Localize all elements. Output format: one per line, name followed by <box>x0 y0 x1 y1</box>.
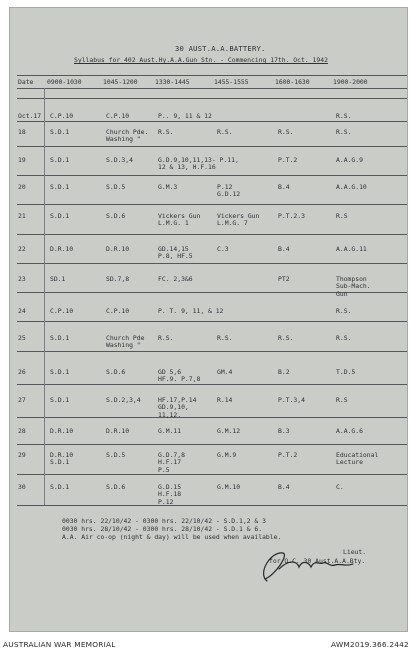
table-cell: B.4 <box>278 245 290 253</box>
footnote-line: A.A. Air co-op (night & day) will be used when available. <box>62 533 282 541</box>
row-date: 25 <box>18 334 26 342</box>
table-cell: S.D.5 <box>106 183 126 191</box>
table-cell: S.D.1 <box>50 334 70 342</box>
row-date: Oct.17 <box>18 112 42 120</box>
table-cell: A.A.G.9 <box>336 156 363 164</box>
column-header: 1900-2000 <box>333 78 368 86</box>
table-cell: P.T.3,4 <box>278 396 305 404</box>
table-cell: D.R.10 <box>106 427 130 435</box>
table-cell: R.S. <box>278 334 294 342</box>
row-rule <box>17 474 407 475</box>
column-header: 0900-1030 <box>47 78 82 86</box>
row-rule <box>17 417 407 418</box>
table-cell: C. <box>336 483 344 491</box>
row-date: 28 <box>18 427 26 435</box>
row-date: 18 <box>18 128 26 136</box>
table-cell: G.M.12 <box>217 427 241 435</box>
row-rule <box>17 98 407 99</box>
table-cell: P.12 G.D.12 <box>217 183 241 199</box>
row-date: 24 <box>18 307 26 315</box>
signature-for-line: for O.C. 30 Aust.A.A.Bty. <box>269 557 366 565</box>
table-cell: S.D.1 <box>50 212 70 220</box>
table-cell: D.R.10 <box>50 427 74 435</box>
document-page <box>9 7 408 632</box>
column-header: 1600-1630 <box>275 78 310 86</box>
row-rule <box>17 384 407 385</box>
table-cell: P.T.2 <box>278 156 298 164</box>
table-cell: Educational Lecture <box>336 451 379 467</box>
table-cell: SD.7,8 <box>106 275 130 283</box>
table-cell: G.D.7,8 H.F.17 P.5 <box>158 451 185 474</box>
table-cell: G.M.11 <box>158 427 182 435</box>
table-cell: S.D.1 <box>50 183 70 191</box>
footnote-line: 0030 hrs. 28/10/42 - 0300 hrs. 28/10/42 - S.D.1 & 6. <box>62 525 263 533</box>
table-cell: PT2 <box>278 275 290 283</box>
row-date: 20 <box>18 183 26 191</box>
table-cell: P.. 9, 11 & 12 <box>158 112 212 120</box>
archive-footer <box>0 636 416 653</box>
row-rule <box>17 175 407 176</box>
row-date: 29 <box>18 451 26 459</box>
row-date: 30 <box>18 483 26 491</box>
table-cell: R.S <box>336 212 348 220</box>
table-cell: S.D.1 <box>50 396 70 404</box>
table-cell: B.3 <box>278 427 290 435</box>
row-rule <box>17 263 407 264</box>
table-cell: C.P.10 <box>50 307 74 315</box>
table-cell: C.3 <box>217 245 229 253</box>
table-cell: A.A.G.10 <box>336 183 367 191</box>
archive-name: AUSTRALIAN WAR MEMORIAL <box>3 640 116 649</box>
row-date: 23 <box>18 275 26 283</box>
table-cell: Church Pde. Washing " <box>106 128 149 144</box>
table-cell: B.2 <box>278 368 290 376</box>
table-cell: Vickers Gun L.M.G. 7 <box>217 212 260 228</box>
column-header: 1045-1200 <box>103 78 138 86</box>
signature-mark <box>249 545 361 585</box>
table-cell: G.D.9,10,11,13- P.11, 12 & 13, H.F.16 <box>158 156 239 172</box>
table-cell: R.S. <box>217 334 233 342</box>
table-cell: GD 5,6 HF.9. P.7,8 <box>158 368 201 384</box>
table-cell: C.P.10 <box>106 112 130 120</box>
row-rule <box>17 234 407 235</box>
table-cell: A.A.G.6 <box>336 427 363 435</box>
table-cell: G.M.9 <box>217 451 237 459</box>
row-rule <box>17 321 407 322</box>
column-header: 1455-1555 <box>214 78 249 86</box>
column-header: 1330-1445 <box>155 78 190 86</box>
table-cell: GM.4 <box>217 368 233 376</box>
table-cell: G.M.10 <box>217 483 241 491</box>
table-cell: S.D.6 <box>106 212 126 220</box>
table-cell: R.S. <box>158 334 174 342</box>
table-cell: C.P.10 <box>50 112 74 120</box>
table-cell: T.D.5 <box>336 368 356 376</box>
table-cell: G.D.15 H.F.18 P.12 <box>158 483 182 506</box>
column-header: Date <box>18 78 34 86</box>
table-cell: R.S. <box>336 112 352 120</box>
table-cell: D.R.10 S.D.1 <box>50 451 74 467</box>
table-cell: S.D.2,3,4 <box>106 396 141 404</box>
row-rule <box>17 351 407 352</box>
battery-title: 30 AUST.A.A.BATTERY. <box>175 44 266 53</box>
table-cell: S.D.6 <box>106 368 126 376</box>
table-cell: Church Pde Washing " <box>106 334 145 350</box>
table-cell: R.S. <box>336 334 352 342</box>
row-rule <box>17 204 407 205</box>
table-cell: D.R.10 <box>50 245 74 253</box>
table-cell: B.4 <box>278 183 290 191</box>
table-cell: S.D.3,4 <box>106 156 133 164</box>
table-cell: HF.17,P.14 GD.9,10, 11,12. <box>158 396 197 419</box>
table-cell: FC. 2,3&6 <box>158 275 193 283</box>
table-cell: P. T. 9, 11, & 12 <box>158 307 224 315</box>
table-cell: R.S. <box>278 128 294 136</box>
table-cell: B.4 <box>278 483 290 491</box>
table-cell: GD.14,15 P.8, HF.5 <box>158 245 193 261</box>
row-date: 27 <box>18 396 26 404</box>
date-column-divider <box>44 88 45 505</box>
table-cell: R.14 <box>217 396 233 404</box>
table-cell: R.S. <box>336 307 352 315</box>
table-rule <box>17 75 407 76</box>
table-rule <box>17 88 407 89</box>
table-cell: S.D.6 <box>106 483 126 491</box>
table-cell: S.D.1 <box>50 156 70 164</box>
table-cell: A.A.G.11 <box>336 245 367 253</box>
syllabus-subtitle: Syllabus for 402 Aust.Hy.A.A.Gun Stn. - Commencing 17th. Oct. 1942 <box>74 56 328 64</box>
table-cell: P.T.2 <box>278 451 298 459</box>
table-cell: R.S. <box>158 128 174 136</box>
table-cell: G.M.3 <box>158 183 178 191</box>
table-cell: Thompson Sub-Mach. Gun <box>336 275 371 298</box>
table-cell: S.D.1 <box>50 128 70 136</box>
row-rule <box>17 146 407 147</box>
table-cell: S.D.1 <box>50 483 70 491</box>
row-rule <box>17 444 407 445</box>
footnote-line: 0030 hrs. 22/10/42 - 0300 hrs. 22/10/42 - S.D.1,2 & 3 <box>62 517 266 525</box>
signature-rank: Lieut. <box>343 548 367 556</box>
catalog-number: AWM2019.366.2442 <box>331 640 409 649</box>
table-cell: SD.1 <box>50 275 66 283</box>
table-cell: R.S. <box>217 128 233 136</box>
row-rule <box>17 121 407 122</box>
table-cell: Vickers Gun L.M.G. 1 <box>158 212 201 228</box>
table-cell: R.S. <box>336 128 352 136</box>
row-date: 19 <box>18 156 26 164</box>
row-date: 26 <box>18 368 26 376</box>
row-date: 22 <box>18 245 26 253</box>
row-date: 21 <box>18 212 26 220</box>
table-cell: P.T.2.3 <box>278 212 305 220</box>
table-cell: R.S <box>336 396 348 404</box>
table-cell: D.R.10 <box>106 245 130 253</box>
table-cell: S.D.1 <box>50 368 70 376</box>
table-cell: S.D.5 <box>106 451 126 459</box>
row-rule <box>17 505 407 506</box>
table-cell: C.P.10 <box>106 307 130 315</box>
